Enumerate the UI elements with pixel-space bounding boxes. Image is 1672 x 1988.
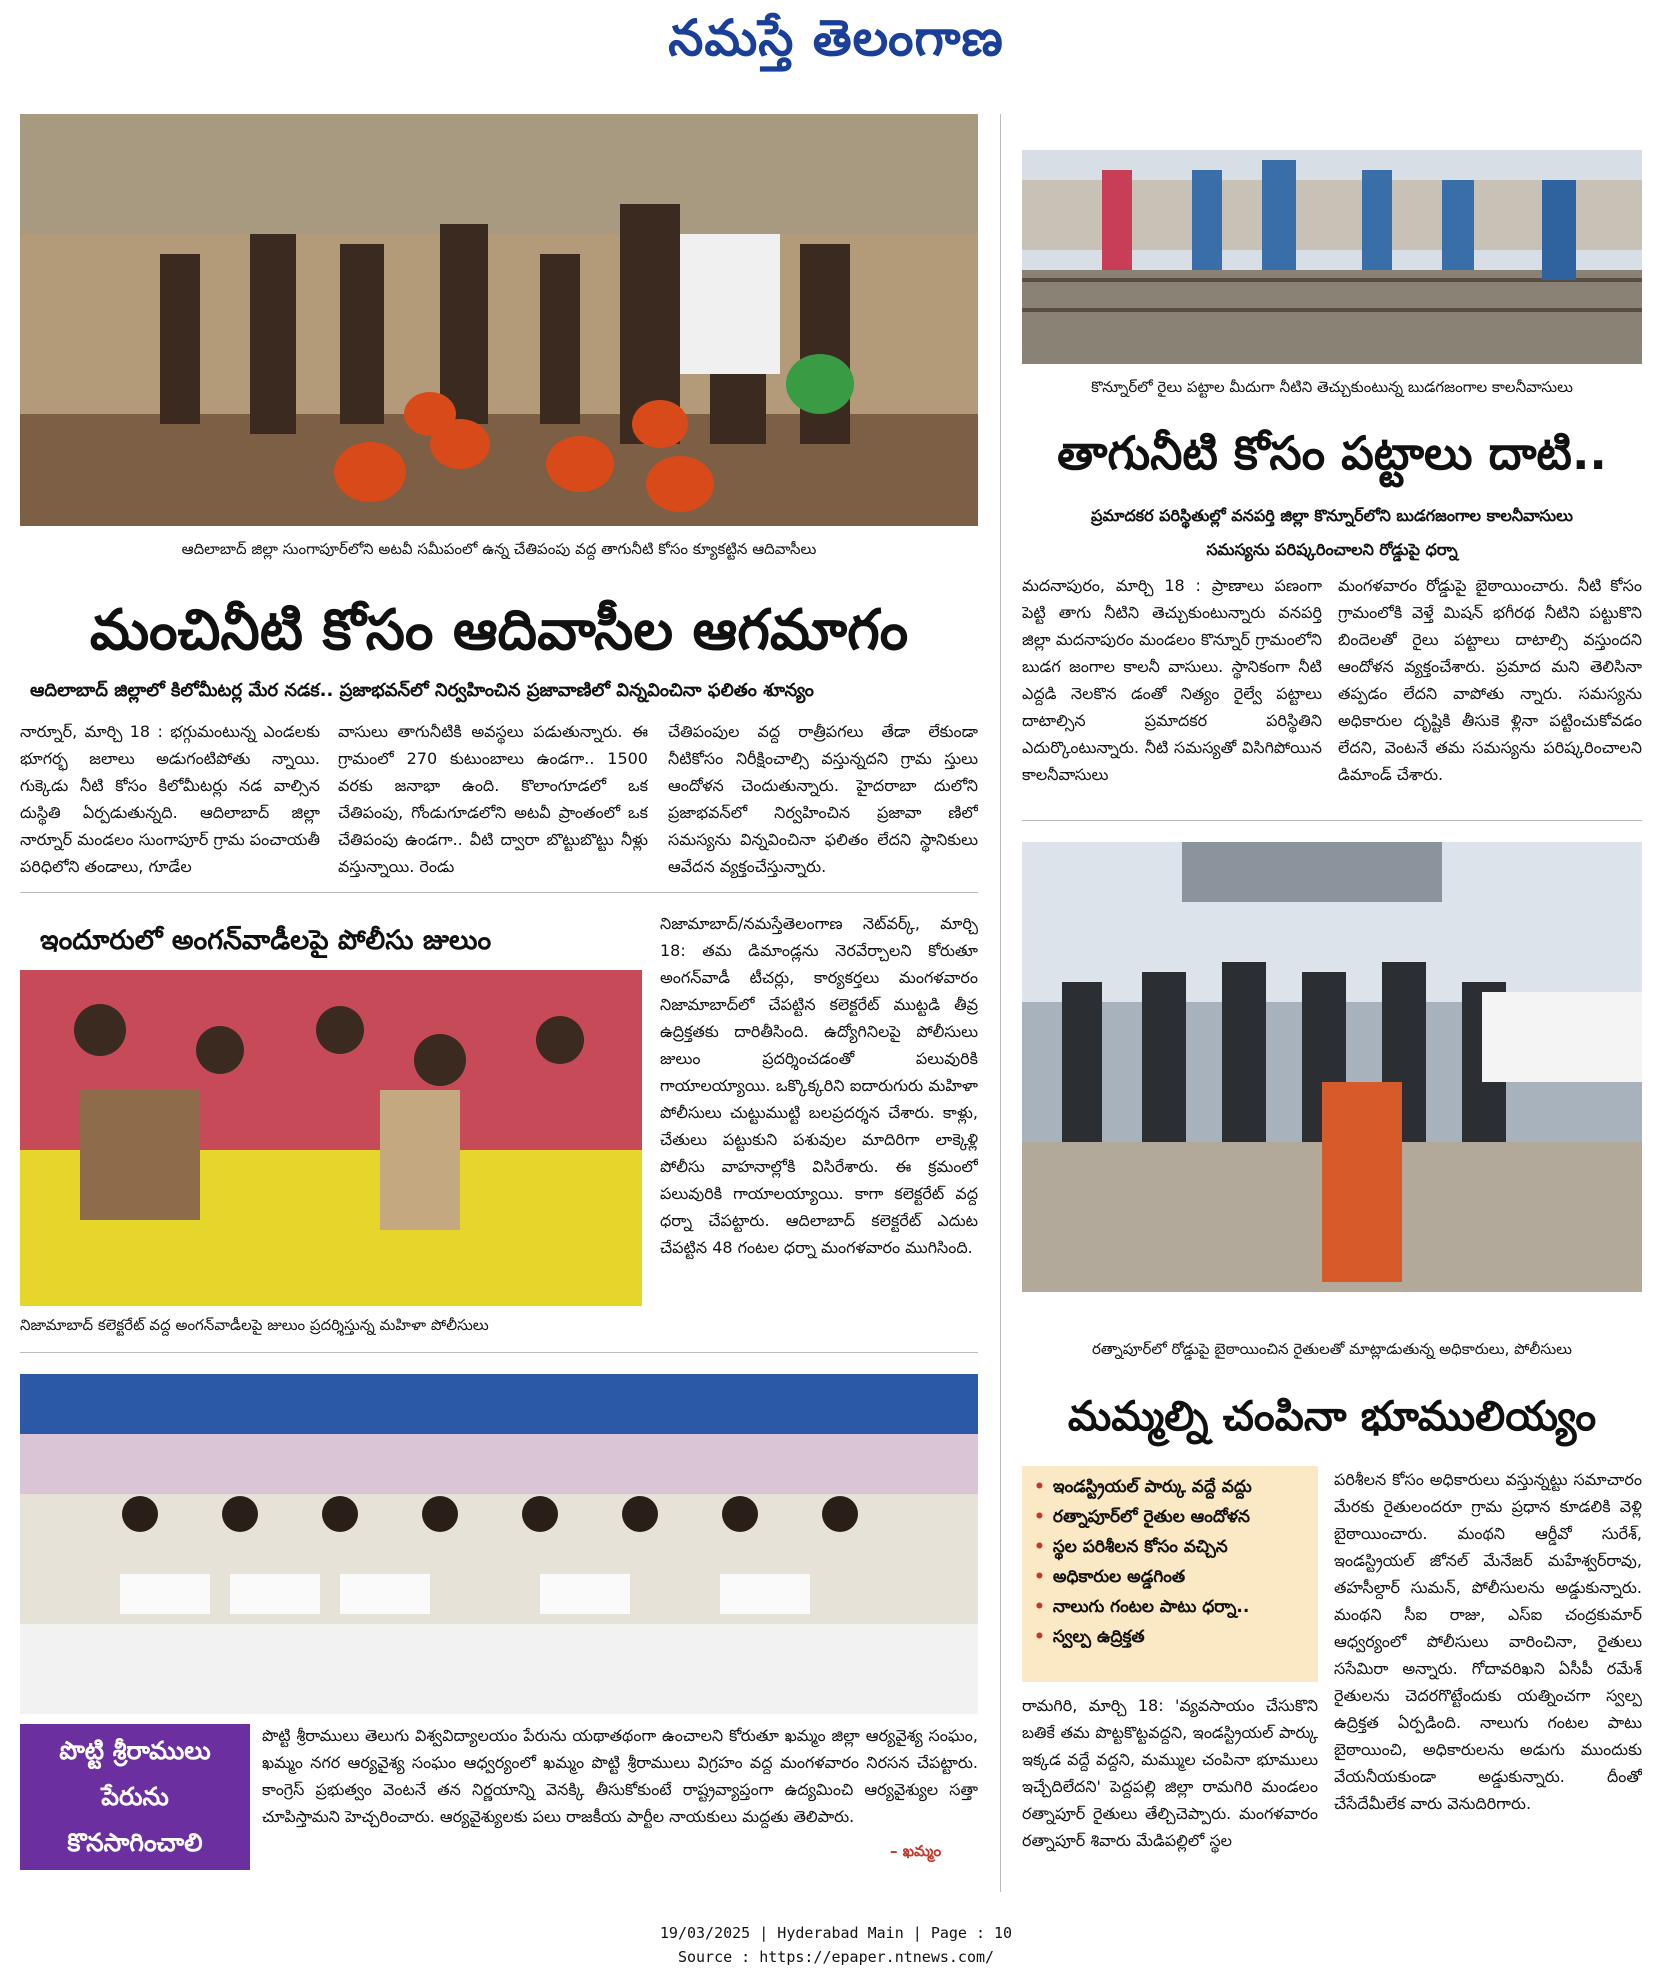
story1-column-2-text: వాసులు తాగునీటికి అవస్థలు పడుతున్నారు. ఈ గ్రామంలో 270 కుటుంబాలు ఉండగా.. 1500 వరకు జనాభా ఉంది. కొలాంగూడలో ఒక చేతిపంపు, గోండుగూడలోని అటవీ ప్రాంతంలో ఒక చేతిపంపు ఉండగా.. వీటి ద్వారా బొట్టుబొట్టు నీళ్లు వస్తున్నాయి. రెండు <box>338 722 648 876</box>
story4-column-right <box>1334 1466 1642 1886</box>
story2-photo-caption: కొన్నూర్‌లో రైలు పట్టాల మీదుగా నీటిని తెచ్చుకుంటున్న బుడగజంగాల కాలనీవాసులు <box>1091 378 1573 396</box>
story2-photo <box>1022 150 1642 364</box>
story4-highlight: • స్వల్ప ఉద్రిక్తత <box>1034 1622 1306 1652</box>
story5-headline-line-1: పొట్టి శ్రీరాములు <box>59 1736 211 1765</box>
story2-subhead-1: ప్రమాదకర పరిస్థితుల్లో వనపర్తి జిల్లా కొన్నూర్‌లోని బుడగజంగాల కాలనీవాసులు <box>1091 506 1573 525</box>
story1-headline: మంచినీటి కోసం ఆదివాసీల ఆగమాగం <box>89 598 909 663</box>
story2-column-1 <box>1022 572 1322 802</box>
story1-column-2 <box>338 718 648 884</box>
story1-column-1 <box>20 718 320 884</box>
story5-headline-box <box>20 1724 250 1870</box>
story3-photo-caption: నిజామాబాద్ కలెక్టరేట్ వద్ద అంగన్‌వాడీలపై జులుం ప్రదర్శిస్తున్న మహిళా పోలీసులు <box>20 1316 489 1334</box>
story5-photo <box>20 1374 978 1714</box>
story3-body <box>660 910 978 1330</box>
story3-headline: ఇందూరులో అంగన్‌వాడీలపై పోలీసు జులుం <box>40 925 492 956</box>
story4-column-right-text: పరిశీలన కోసం అధికారులు వస్తున్నట్టు సమాచారం మేరకు రైతులందరూ గ్రామ ప్రధాన కూడలికి వెళ్లి బైఠాయించారు. మంథని ఆర్డీవో సురేశ్, ఇండస్ట్రియల్ జోనల్ మేనేజర్ మహేశ్వర్‌రావు, తహసీల్దార్ సుమన్, పోలీసులను అడ్డుకున్నారు. మంథని సీఐ రాజు, ఎస్‌ఐ చంద్రకుమార్ ఆధ్వర్యంలో పోలీసులు వారించినా, రైతులు ససేమిరా అన్నారు. గోదావరిఖని ఏసీపీ రమేశ్ రైతులను చెదరగొట్టేందుకు యత్నించగా స్వల్ప ఉద్రిక్తత ఏర్పడింది. నాలుగు గంటల పాటు బైఠాయించి, అధికారులను అడుగు ముందుకు వేయనీయకుండా అడ్డుకున్నారు. దీంతో చేసేదేమీలేక వారు వెనుదిరిగారు. <box>1334 1470 1642 1813</box>
story4-headline: మమ్మల్ని చంపినా భూములియ్యం <box>1067 1392 1597 1440</box>
story1-column-1-text: నార్నూర్, మార్చి 18 : భగ్గుమంటున్న ఎండలకు భూగర్భ జలాలు అడుగంటిపోతు న్నాయి. గుక్కెడు నీటి కోసం కిలోమీటర్లు నడ వాల్సిన దుస్థితి ఏర్పడుతున్నది. ఆదిలాబాద్ జిల్లా నార్నూర్ మండలం సుంగాపూర్ గ్రామ పంచాయతీ పరిధిలోని తండాలు, గూడేల <box>20 722 320 876</box>
masthead: నమస్తే తెలంగాణ <box>668 8 1004 67</box>
story2-headline: తాగునీటి కోసం పట్టాలు దాటి.. <box>1057 426 1607 480</box>
story3-photo <box>20 970 642 1306</box>
story4-photo <box>1022 842 1642 1292</box>
footer-edition: 19/03/2025 | Hyderabad Main | Page : 10 <box>659 1924 1013 1942</box>
story4-highlights <box>1022 1466 1318 1682</box>
column-divider <box>1000 114 1001 1892</box>
story2-subhead-2: సమస్యను పరిష్కరించాలని రోడ్డుపై ధర్నా <box>1206 540 1458 559</box>
story1-column-3-text: చేతిపంపుల వద్ద రాత్రీపగలు తేడా లేకుండా నీటికోసం నిరీక్షించాల్సి వస్తున్నదని గ్రామ స్తులు ఆందోళన చెందుతున్నారు. హైదరాబా దులోని ప్రజాభవన్‌లో నిర్వహించిన ప్రజావా ణిలో సమస్యను విన్నవించినా ఫలితం లేదని స్థానికులు ఆవేదన వ్యక్తంచేస్తున్నారు. <box>668 722 978 876</box>
story5-headline-line-2: పేరును <box>101 1782 169 1811</box>
story5-body <box>262 1722 978 1862</box>
story1-photo-caption: ఆదిలాబాద్ జిల్లా సుంగాపూర్‌లోని అటవీ సమీపంలో ఉన్న చేతిపంపు వద్ద తాగునీటి కోసం క్యూకట్టిన ఆదివాసీలు <box>181 540 817 558</box>
story4-column-left-text: రామగిరి, మార్చి 18: 'వ్యవసాయం చేసుకొని బతికే తమ పొట్టకొట్టవద్దని, ఇండస్ట్రియల్ పార్కు ఇక్కడ వద్దే వద్దని, మమ్ముల చంపినా భూములు ఇచ్చేదిలేదని' పెద్దపల్లి జిల్లా రామగిరి మండలం రత్నాపూర్ రైతులు తేల్చిచెప్పారు. మంగళవారం రత్నాపూర్ శివారు మేడిపల్లిలో స్థల <box>1022 1696 1318 1850</box>
story4-highlight: • స్థల పరిశీలన కోసం వచ్చిన <box>1034 1532 1306 1562</box>
story4-column-left <box>1022 1692 1318 1888</box>
story2-column-2-text: మంగళవారం రోడ్డుపై బైఠాయించారు. నీటి కోసం గ్రామంలోకి వెళ్తే మిషన్ భగీరథ నీటిని పట్టుకొని బిందెలతో రైలు పట్టాలు దాటాల్సి వస్తుందని ఆందోళన వ్యక్తంచేశారు. ప్రమాద మని తెలిసినా తప్పడం లేదని వాపోతు న్నారు. సమస్యను అధికారుల దృష్టికి తీసుకె ళ్లినా పట్టించుకోవడం లేదని, వెంటనే తమ సమస్యను పరిష్కరించాలని డిమాండ్ చేశారు. <box>1338 576 1642 784</box>
story1-subhead: ఆదిలాబాద్ జిల్లాలో కిలోమీటర్ల మేర నడక.. ప్రజాభవన్‌లో నిర్వహించిన ప్రజావాణిలో విన్నవించినా ఫలితం శూన్యం <box>30 680 814 701</box>
story5-body-text: పొట్టి శ్రీరాములు తెలుగు విశ్వవిద్యాలయం పేరును యథాతథంగా ఉంచాలని కోరుతూ ఖమ్మం జిల్లా ఆర్యవైశ్య సంఘం, ఖమ్మం నగర ఆర్యవైశ్య సంఘం ఆధ్వర్యంలో ఖమ్మం పొట్టి శ్రీరాములు విగ్రహం వద్ద మంగళవారం నిరసన చేపట్టారు. కాంగ్రెస్ ప్రభుత్వం వెంటనే తన నిర్ణయాన్ని వెనక్కి తీసుకోకుంటే రాష్ట్రవ్యాప్తంగా ఉద్యమించి ఆర్యవైశ్యుల సత్తా చూపిస్తామని హెచ్చరించారు. ఆర్యవైశ్యులకు పలు రాజకీయ పార్టీల నాయకులు మద్దతు తెలిపారు. <box>262 1726 978 1826</box>
footer-source: Source : https://epaper.ntnews.com/ <box>677 1948 995 1966</box>
story2-column-1-text: మదనాపురం, మార్చి 18 : ప్రాణాలు పణంగా పెట్టి తాగు నీటిని తెచ్చుకుంటున్నారు వనపర్తి జిల్లా మదనాపురం మండలం కొన్నూర్ గ్రామంలోని బుడగ జంగాల కాలనీ వాసులు. స్థానికంగా నీటి ఎద్దడి నెలకొన డంతో నిత్యం రైల్వే పట్టాలు దాటాల్సిన ప్రమాదకర పరిస్థితిని ఎదుర్కొంటున్నారు. నీటి సమస్యతో విసిగిపోయిన కాలనీవాసులు <box>1022 576 1322 784</box>
story5-dateline: – ఖమ్మం <box>890 1842 942 1860</box>
divider <box>20 1352 978 1353</box>
story3-body-text: నిజామాబాద్/నమస్తేతెలంగాణ నెట్‌వర్క్, మార్చి 18: తమ డిమాండ్లను నెరవేర్చాలని కోరుతూ అంగన్‌వాడీ టీచర్లు, కార్యకర్తలు మంగళవారం నిజామాబాద్‌లో చేపట్టిన కలెక్టరేట్ ముట్టడి తీవ్ర ఉద్రిక్తతకు దారితీసింది. ఉద్యోగినిలపై పోలీసులు జులుం ప్రదర్శించడంతో పలువురికి గాయాలయ్యాయి. ఒక్కొక్కరిని ఐదారుగురు మహిళా పోలీసులు చుట్టుముట్టి బలప్రదర్శన చేశారు. కాళ్లు, చేతులు పట్టుకుని పశువుల మాదిరిగా లాక్కెళ్లి పోలీసు వాహనాల్లోకి విసిరేశారు. ఈ క్రమంలో పలువురికి గాయాలయ్యాయి. కాగా కలెక్టరేట్ వద్ద ధర్నా చేపట్టారు. ఆదిలాబాద్ కలెక్టరేట్ ఎదుట చేపట్టిన 48 గంటల ధర్నా మంగళవారం ముగిసింది. <box>660 914 978 1257</box>
divider <box>20 892 978 893</box>
story4-highlight: • అధికారుల అడ్డగింత <box>1034 1562 1306 1592</box>
story4-highlight: • రత్నాపూర్‌లో రైతుల ఆందోళన <box>1034 1502 1306 1532</box>
story1-column-3 <box>668 718 978 884</box>
divider <box>1022 820 1642 821</box>
story4-photo-caption: రత్నాపూర్‌లో రోడ్డుపై బైఠాయించిన రైతులతో మాట్లాడుతున్న అధికారులు, పోలీసులు <box>1092 1340 1572 1358</box>
story5-headline-line-3: కొనసాగించాలి <box>67 1828 203 1857</box>
story1-photo <box>20 114 978 526</box>
story2-column-2 <box>1338 572 1642 802</box>
story4-highlight: • ఇండస్ట్రియల్ పార్కు వద్దే వద్దు <box>1034 1472 1306 1502</box>
story4-highlight: • నాలుగు గంటల పాటు ధర్నా.. <box>1034 1592 1306 1622</box>
